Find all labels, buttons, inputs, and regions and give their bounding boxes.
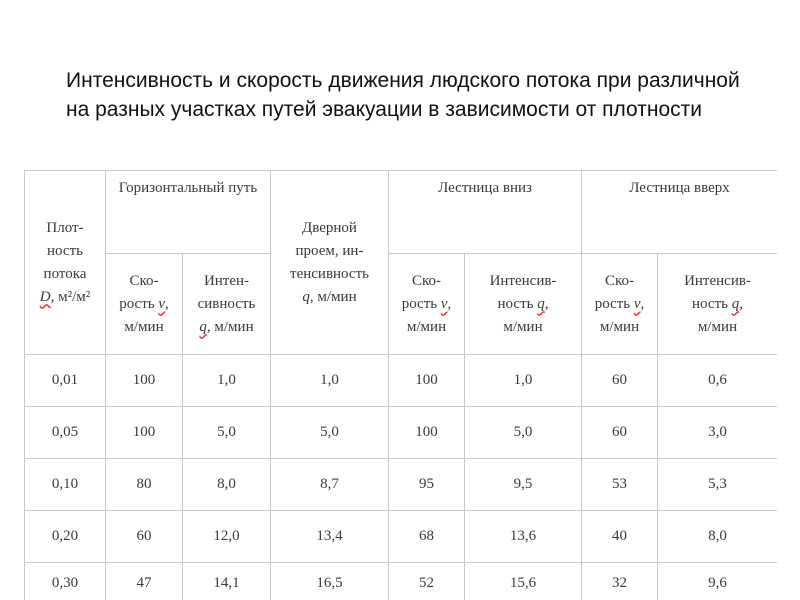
table-cell: 100 xyxy=(106,355,183,407)
slide-title: Интенсивность и скорость движения людского потока при различной на разных участках путей эвакуации в зависимости от плотности xyxy=(66,69,740,121)
header-stairs-up: Лестница вверх xyxy=(582,171,778,254)
table-cell: 0,01 xyxy=(25,355,106,407)
table-cell: 9,5 xyxy=(465,459,582,511)
table-cell: 47 xyxy=(106,563,183,600)
table-cell: 8,7 xyxy=(271,459,389,511)
table-cell: 80 xyxy=(106,459,183,511)
table-cell: 16,5 xyxy=(271,563,389,600)
header-speed-horizontal: Ско- рость v, м/мин xyxy=(106,254,183,355)
header-speed-down: Ско- рость v, м/мин xyxy=(389,254,465,355)
table-row xyxy=(25,459,778,511)
table-cell: 12,0 xyxy=(183,511,271,563)
table-cell: 100 xyxy=(389,355,465,407)
table-row xyxy=(25,563,778,600)
table-cell: 60 xyxy=(582,355,658,407)
header-row-1 xyxy=(25,171,778,254)
table-cell: 8,0 xyxy=(183,459,271,511)
table-cell: 0,05 xyxy=(25,407,106,459)
table-cell: 13,4 xyxy=(271,511,389,563)
table-cell: 40 xyxy=(582,511,658,563)
flow-table xyxy=(24,170,777,600)
table-cell: 5,3 xyxy=(658,459,778,511)
header-door: Дверной проем, ин- тенсивность q, м/мин xyxy=(271,171,389,355)
table-cell: 5,0 xyxy=(183,407,271,459)
table-cell: 3,0 xyxy=(658,407,778,459)
table-cell: 0,10 xyxy=(25,459,106,511)
table-cell: 8,0 xyxy=(658,511,778,563)
header-horizontal: Горизонтальный путь xyxy=(106,171,271,254)
header-speed-up: Ско- рость v, м/мин xyxy=(582,254,658,355)
table-cell: 60 xyxy=(582,407,658,459)
table-row xyxy=(25,511,778,563)
table-cell: 9,6 xyxy=(658,563,778,600)
table-cell: 0,20 xyxy=(25,511,106,563)
table-cell: 14,1 xyxy=(183,563,271,600)
header-density: Плот- ность потока D, м²/м² xyxy=(25,171,106,355)
header-row-2 xyxy=(25,254,778,355)
table-cell: 5,0 xyxy=(465,407,582,459)
table-cell: 1,0 xyxy=(465,355,582,407)
header-intensity-up: Интенсив- ность q, м/мин xyxy=(658,254,778,355)
table-cell: 100 xyxy=(389,407,465,459)
table-cell: 1,0 xyxy=(271,355,389,407)
table-cell: 13,6 xyxy=(465,511,582,563)
table-cell: 60 xyxy=(106,511,183,563)
header-intensity-horizontal: Интен- сивность q, м/мин xyxy=(183,254,271,355)
header-stairs-down: Лестница вниз xyxy=(389,171,582,254)
table-row xyxy=(25,407,778,459)
table-cell: 5,0 xyxy=(271,407,389,459)
table-cell: 100 xyxy=(106,407,183,459)
header-intensity-down: Интенсив- ность q, м/мин xyxy=(465,254,582,355)
table-cell: 0,30 xyxy=(25,563,106,600)
table-cell: 1,0 xyxy=(183,355,271,407)
table-container xyxy=(24,170,777,600)
table-cell: 53 xyxy=(582,459,658,511)
table-cell: 0,6 xyxy=(658,355,778,407)
table-cell: 52 xyxy=(389,563,465,600)
table-row xyxy=(25,355,778,407)
table-cell: 95 xyxy=(389,459,465,511)
table-cell: 15,6 xyxy=(465,563,582,600)
table-cell: 68 xyxy=(389,511,465,563)
table-cell: 32 xyxy=(582,563,658,600)
